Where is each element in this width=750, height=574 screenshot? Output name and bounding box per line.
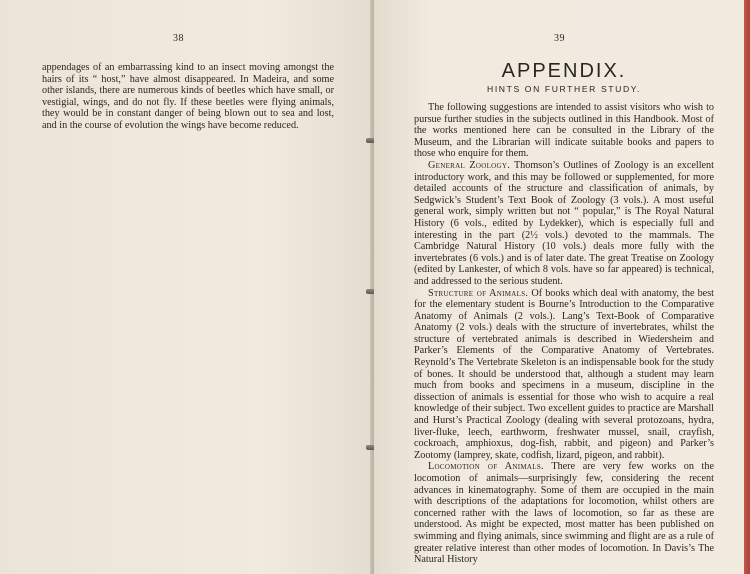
left-page-paragraph: appendages of an embarrassing kind to an insect moving amongst the hairs of its “ host,” have almost disappeared. In Madeira, and some other islands, there are numerous kinds of beetles which have small, or vestigial, wings, and do not fly. If these beetles were flying animals, they would be in constant danger of being blown out to sea and lost, and in the course of evolution the wings have become reduced. <box>42 62 334 131</box>
section-structure-of-animals <box>414 288 714 462</box>
left-page-body <box>42 62 334 132</box>
section-locomotion-of-animals <box>414 461 714 565</box>
right-page-body <box>414 102 714 566</box>
section-text: There are very few works on the locomotion of animals—surprisingly few, considering the recent advances in kinematography. Some of them are occupied in the main with descriptions of the adaptations for locomotion, whilst others are concerned rather with the laws of locomotion, so far as these are understood. As might be expected, most matter has been published on swimming and flying animals, since swimming and flight are as a rule of greater relative interest than other modes of locomotion. In Davis’s The Natural History <box>414 461 714 566</box>
left-page-number: 38 <box>173 33 184 44</box>
section-heading: Structure of Animals. <box>428 287 529 299</box>
right-page-number: 39 <box>554 33 565 44</box>
book-edge <box>744 0 750 574</box>
section-text: Of books which deal with anatomy, the best for the elementary student is Bourne’s Introduction to the Comparative Anatomy of Animals (2 vols.). Lang’s Text-Book of Comparative Anatomy (2 vols.) deals with the structure of invertebrates, whilst the structure of vertebrated animals is described in Wiedersheim and Parker’s Elements of the Comparative Anatomy of Vertebrates. Reynold’s The Vertebrate Skeleton is an indispensable book for the study of bones. It should be understood that, although a student may learn much from books and specimens in a museum, discipline in the dissection of animals is essential for those who wish to acquire a real knowledge of their subject. Two excellent guides to practice are Marshall and Hurst’s Practical Zoology (dealing with several protozoans, hydra, liver-fluke, leech, earthworm, freshwater mussel, snail, crayfish, cockroach, amphioxus, dog-fish, rabbit, and pigeon) and Parker’s Zootomy (lamprey, skate, codfish, lizard, pigeon, and rabbit). <box>414 287 714 461</box>
appendix-title: APPENDIX. <box>501 60 627 82</box>
section-heading: Locomotion of Animals. <box>428 461 544 473</box>
left-page <box>0 0 372 574</box>
intro-paragraph: The following suggestions are intended to assist visitors who wish to pursue further studies in the subjects outlined in this Handbook. Most of the works mentioned here can be consulted in the Library of the Museum, and the Librarian will indicate suitable books and papers to those who enquire for them. <box>414 102 714 160</box>
section-general-zoology <box>414 160 714 288</box>
section-heading: General Zoology. <box>428 159 511 171</box>
section-text: Thomson’s Outlines of Zoology is an excellent introductory work, and this may be followed or supplemented, for more detailed accounts of the structure and classification of animals, by Sedgwick’s Student’s Text Book of Zoology (3 vols.). A most useful general work, simply written but not “ popular,” is The Royal Natural History (6 vols., edited by Lydekker), which is especially full and interesting in the part (2½ vols.) devoted to the mammals. The Cambridge Natural History (10 vols.) deals more fully with the invertebrates (6 vols.) and is of later date. The great Treatise on Zoology (edited by Lankester, of which 8 vols. have so far appeared) is technical, and addressed to the serious student. <box>414 159 714 287</box>
right-page <box>374 0 744 574</box>
appendix-subtitle: HINTS ON FURTHER STUDY. <box>487 84 641 94</box>
